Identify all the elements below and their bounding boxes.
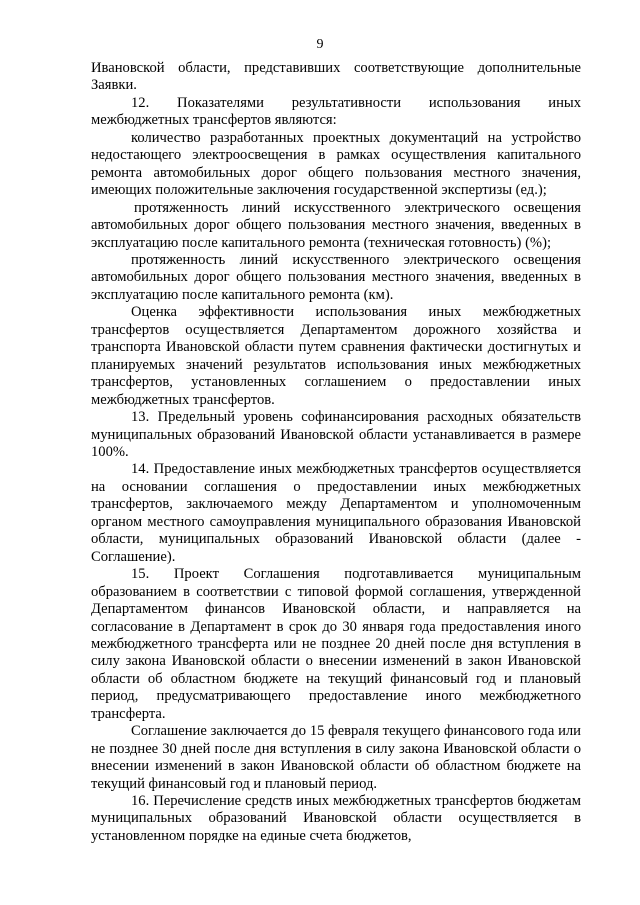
paragraph-continuation: Ивановской области, представивших соответствующие дополнительные Заявки.: [91, 60, 581, 94]
paragraph-evaluation: Оценка эффективности использования иных межбюджетных трансфертов осуществляется Департаментом дорожного хозяйства и транспорта Ивановской области путем сравнения фактически достигнутых и планируемых значений результатов использования иных межбюджетных трансфертов, установленных соглашением о предоставлении иных межбюджетных трансфертов.: [91, 304, 581, 408]
page-number: 9: [316, 37, 324, 52]
paragraph-item-15: 15. Проект Соглашения подготавливается муниципальным образованием в соответствии с типовой формой соглашения, утвержденной Департаментом финансов Ивановской области, и направляется на согласование в Департамент в срок до 30 января года предоставления иного межбюджетного трансферта или не позднее 20 дней после дня вступления в силу закона Ивановской области о внесении изменений в закон Ивановской области об областном бюджете на текущий финансовый год и плановый период, предусматривающего предоставление иного межбюджетного трансферта.: [91, 566, 581, 722]
paragraph-item-14: 14. Предоставление иных межбюджетных трансфертов осуществляется на основании соглашения о предоставлении иных межбюджетных трансфертов, заключаемого между Департаментом и уполномоченным органом местного самоуправления муниципального образования Ивановской области, муниципальных образований Ивановской области (далее - Соглашение).: [91, 461, 581, 565]
paragraph-item-16: 16. Перечисление средств иных межбюджетных трансфертов бюджетам муниципальных образований Ивановской области осуществляется в установленном порядке на единые счета бюджетов,: [91, 793, 581, 844]
paragraph-item-12: 12. Показателями результативности использования иных межбюджетных трансфертов являются:: [91, 94, 581, 129]
paragraph-item-13: 13. Предельный уровень софинансирования расходных обязательств муниципальных образований Ивановской области устанавливается в размере 100%.: [91, 409, 581, 460]
paragraph-indicator-3: протяженность линий искусственного электрического освещения автомобильных дорог общего пользования местного значения, введенных в эксплуатацию после капитального ремонта (км).: [91, 251, 581, 303]
document-body: [91, 60, 581, 845]
paragraph-indicator-2: протяженность линий искусственного электрического освещения автомобильных дорог общего пользования местного значения, введенных в эксплуатацию после капитального ремонта (техническая готовность) (%);: [91, 199, 581, 251]
paragraph-indicator-1: количество разработанных проектных документаций на устройство недостающего электроосвещения в рамках осуществления капитального ремонта автомобильных дорог общего пользования местного значения, имеющих положительные заключения государственной экспертизы (ед.);: [91, 129, 581, 199]
paragraph-agreement-deadline: Соглашение заключается до 15 февраля текущего финансового года или не позднее 30 дней после дня вступления в силу закона Ивановской области о внесении изменений в закон Ивановской области об областном бюджете на текущий финансовый год и плановый период.: [91, 723, 581, 792]
